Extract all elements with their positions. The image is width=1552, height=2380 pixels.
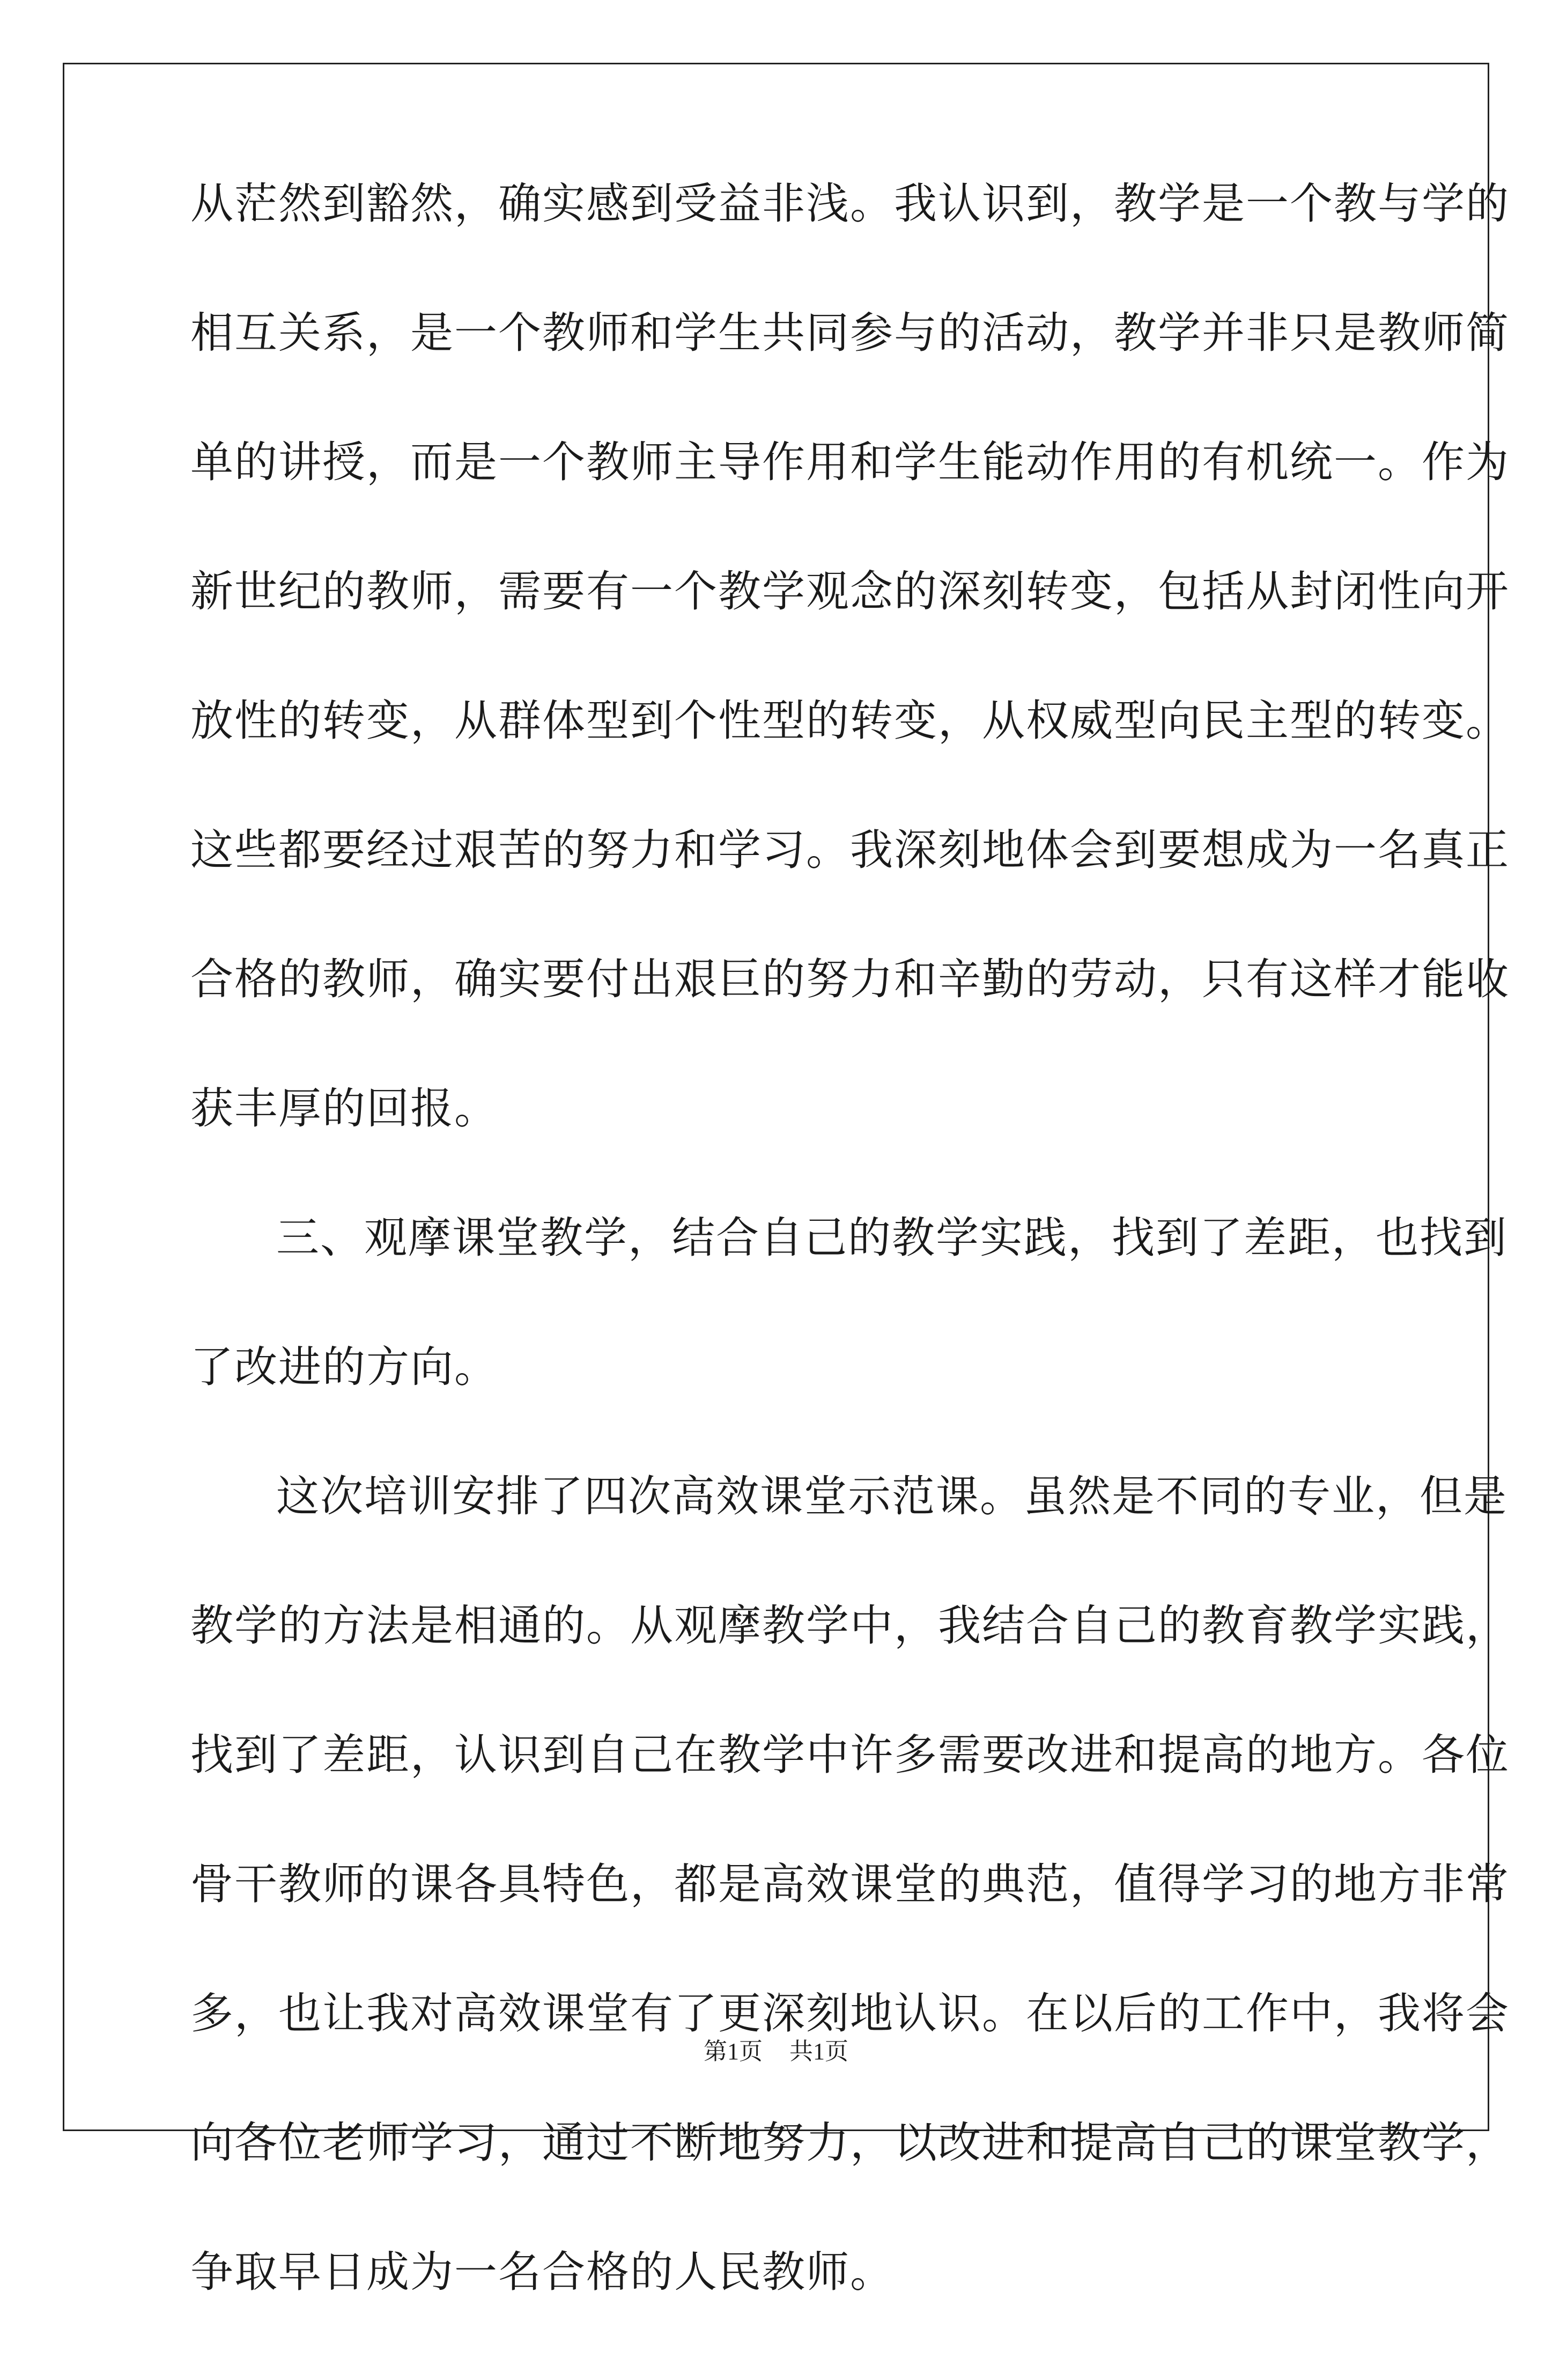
page-number: 第1页	[704, 2038, 763, 2065]
text-line: 向各位老师学习，通过不断地努力，以改进和提高自己的课堂教学，	[190, 2118, 1510, 2168]
text-line: 放性的转变，从群体型到个性型的转变，从权威型向民主型的转变。	[190, 696, 1510, 746]
text-line: 这些都要经过艰苦的努力和学习。我深刻地体会到要想成为一名真正	[190, 825, 1510, 875]
text-line: 多，也让我对高效课堂有了更深刻地认识。在以后的工作中，我将会	[190, 1988, 1510, 2038]
section-heading-line: 三、观摩课堂教学，结合自己的教学实践，找到了差距，也找到	[276, 1213, 1507, 1263]
text-line: 新世纪的教师，需要有一个教学观念的深刻转变，包括从封闭性向开	[190, 566, 1510, 616]
text-line: 教学的方法是相通的。从观摩教学中，我结合自己的教育教学实践，	[190, 1601, 1510, 1650]
text-line: 从茫然到豁然，确实感到受益非浅。我认识到，教学是一个教与学的	[190, 179, 1510, 229]
text-line: 骨干教师的课各具特色，都是高效课堂的典范，值得学习的地方非常	[190, 1859, 1510, 1909]
page-footer	[0, 2032, 1552, 2066]
section-heading-line: 了改进的方向。	[190, 1342, 498, 1392]
text-line: 这次培训安排了四次高效课堂示范课。虽然是不同的专业，但是	[276, 1471, 1507, 1521]
text-line: 争取早日成为一名合格的人民教师。	[190, 2247, 894, 2297]
text-line: 合格的教师，确实要付出艰巨的努力和辛勤的劳动，只有这样才能收	[190, 954, 1510, 1004]
text-line: 单的讲授，而是一个教师主导作用和学生能动作用的有机统一。作为	[190, 437, 1510, 487]
text-line: 相互关系，是一个教师和学生共同参与的活动，教学并非只是教师简	[190, 308, 1510, 358]
page-total: 共1页	[789, 2038, 848, 2065]
text-line: 找到了差距，认识到自己在教学中许多需要改进和提高的地方。各位	[190, 1730, 1510, 1780]
text-line: 获丰厚的回报。	[190, 1084, 498, 1133]
